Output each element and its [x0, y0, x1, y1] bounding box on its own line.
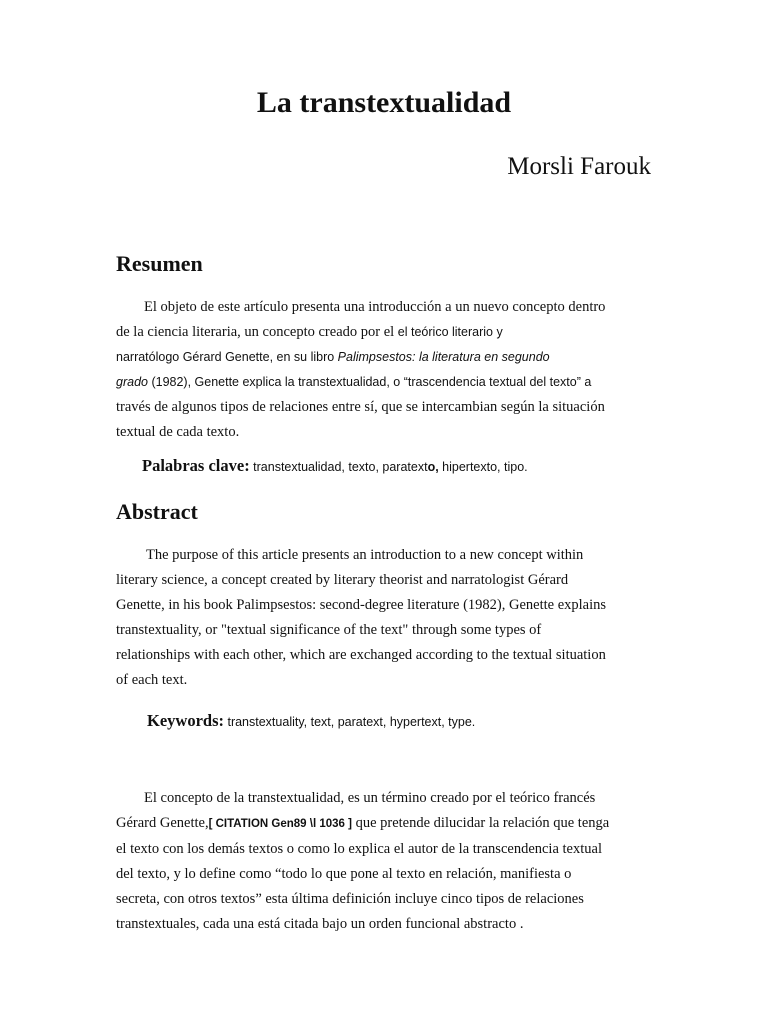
resumen-text: narratólogo Gérard Genette: [116, 350, 270, 364]
resumen-heading: Resumen: [116, 251, 203, 276]
body-line: del texto, y lo define como “todo lo que pone al texto en relación, manifiesta o: [116, 866, 572, 882]
abstract-line: transtextuality, or "textual significance of the text" through some types of: [116, 622, 542, 638]
abstract-line: of each text.: [116, 672, 188, 688]
abstract-line: Genette, in his book Palimpsestos: second-degree literature (1982), Genette explains: [116, 597, 607, 613]
keywords-values: transtextuality, text, paratext, hypertext, type.: [224, 715, 476, 729]
abstract-line: literary science, a concept created by literary theorist and narratologist Gérard: [116, 572, 569, 588]
keywords-label: Keywords:: [147, 711, 224, 730]
author-name: Morsli Farouk: [507, 153, 651, 180]
resumen-line: El objeto de este artículo presenta una introducción a un nuevo concepto dentro: [144, 299, 606, 315]
keywords: [147, 711, 475, 731]
resumen-text: , en su libro: [269, 350, 338, 364]
palabras-clave-values: transtextualidad, texto, paratext: [249, 460, 428, 474]
body-line: transtextuales, cada una está citada bajo un orden funcional abstracto .: [116, 916, 524, 932]
resumen-line: textual de cada texto.: [116, 424, 240, 440]
body-line: el texto con los demás textos o como lo explica el autor de la transcendencia textual: [116, 841, 602, 857]
resumen-paragraph: [116, 295, 652, 445]
body-paragraph: [116, 786, 652, 937]
abstract-line: relationships with each other, which are exchanged according to the textual situation: [116, 647, 606, 663]
resumen-text: (1982), Genette explica la transtextualidad, o “trascendencia textual del texto” a: [147, 375, 592, 389]
resumen-line: través de algunos tipos de relaciones entre sí, que se intercambian según la situación: [116, 399, 605, 415]
abstract-heading: Abstract: [116, 499, 198, 524]
resumen-text: de la ciencia literaria, un concepto creado por el: [116, 324, 398, 340]
book-title: grado: [116, 375, 148, 389]
palabras-clave-values: o,: [427, 460, 439, 474]
palabras-clave-label: Palabras clave:: [142, 456, 250, 475]
resumen-text: el teórico literario y: [397, 325, 503, 339]
body-line: El concepto de la transtextualidad, es un término creado por el teórico francés: [144, 790, 596, 806]
resumen-line: [116, 320, 652, 345]
body-line: secreta, con otros textos” esta última definición incluye cinco tipos de relaciones: [116, 891, 584, 907]
palabras-clave: [142, 456, 528, 476]
book-title: Palimpsestos: la literatura en segundo: [337, 350, 550, 364]
body-text: que pretende dilucidar la relación que tenga: [351, 815, 610, 831]
resumen-line: [116, 370, 652, 395]
document-title: La transtextualidad: [256, 86, 512, 119]
palabras-clave-values: hipertexto, tipo.: [438, 460, 528, 474]
body-line: [116, 811, 652, 837]
body-text: Gérard Genette,: [116, 815, 209, 831]
citation-field: [ CITATION Gen89 \l 1036 ]: [208, 818, 352, 830]
abstract-paragraph: [116, 543, 652, 693]
resumen-line: [116, 345, 652, 370]
abstract-line: The purpose of this article presents an introduction to a new concept within: [146, 547, 584, 563]
